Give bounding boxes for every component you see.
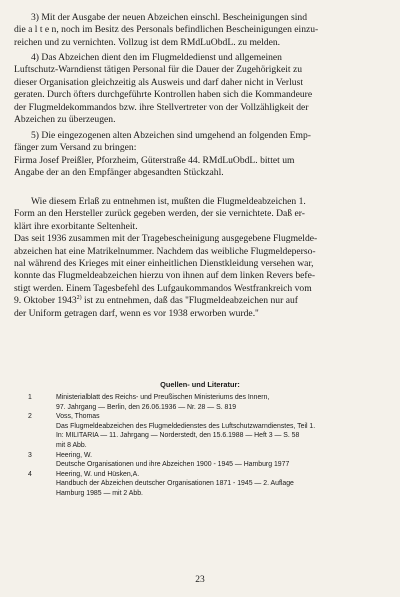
text-line: fänger zum Versand zu bringen: [14,142,137,154]
reference-line: Ministerialblatt des Reichs- und Preußischen Ministeriums des Innern, [56,394,270,401]
text-line: Form an den Hersteller zurück gegeben werden, der sie vernichtete. Daß er- [14,208,305,220]
reference-item [28,393,388,412]
sources-heading: Quellen- und Literatur: [160,380,240,389]
text-line: Abzeichen zu überzeugen. [14,114,116,126]
text-line: 4) Das Abzeichen dient den im Flugmeldedienst und allgemeinen [31,52,282,63]
text-line: Firma Josef Preißler, Pforzheim, Güterstraße 44. RMdLuObdL. bittet um [14,154,295,166]
text-line: 5) Die eingezogenen alten Abzeichen sind umgehend an folgenden Emp- [31,130,311,141]
text-line: Angabe der an den Empfänger abgesandten Stückzahl. [14,167,224,179]
reference-line: Hamburg 1985 — mit 2 Abb. [56,489,143,497]
text-line: klärt ihre exorbitante Seltenheit. [14,220,138,232]
text-line: Wie diesem Erlaß zu entnehmen ist, mußten die Flugmeldeabzeichen 1. [31,196,306,207]
reference-line: Handbuch der Abzeichen deutscher Organisationen 1871 - 1945 — 2. Auflage [56,480,294,488]
paragraph-3 [14,12,386,49]
paragraph-5 [14,130,386,180]
text-line: die a l t e n, noch im Besitz des Personals befindlichen Bescheinigungen einzu- [14,24,319,36]
reference-line: Das Flugmeldeabzeichen des Flugmeldedienstes des Luftschutzwarndienstes, Teil 1. [56,422,316,430]
reference-line: Voss, Thomas [56,413,100,421]
reference-item [28,470,388,499]
reference-number: 3 [28,451,32,459]
reference-line: In: MILITARIA — 11. Jahrgang — Norderstedt, den 15.6.1988 — Heft 3 — S. 58 [56,432,300,440]
paragraph-4 [14,52,386,126]
reference-line: mit 8 Abb. [56,441,87,449]
reference-line: Deutsche Organisationen und ihre Abzeichen 1900 - 1945 — Hamburg 1977 [56,461,290,469]
text-line: konnte das Flugmeldeabzeichen hierzu von ihnen auf dem linken Revers befe- [14,270,316,282]
text-line [14,295,386,307]
text-line: stigt werden. Einem Tagesbefehl des Lufgaukommandos Westfrankreich vom [14,282,312,294]
reference-number: 2 [28,413,32,421]
text-line: 3) Mit der Ausgabe der neuen Abzeichen einschl. Bescheinigungen sind [31,12,308,23]
text-line: nal während des Krieges mit einer einheitlichen Dienstkleidung versehen war, [14,258,314,270]
text-line: reichen und zu vernichten. Vollzug ist dem RMdLuObdL. zu melden. [14,36,281,48]
text-line: der Flugmeldekommandos bzw. ihre Stellvertreter von der Vollzähligkeit der [14,101,309,113]
footnote-marker: 2) [76,295,82,302]
text-line: abzeichen hat eine Matrikelnummer. Nachdem das weibliche Flugmeldeperso- [14,245,316,257]
text-line: Das seit 1936 zusammen mit der Tragebescheinigung ausgegebene Flugmelde- [14,233,318,245]
reference-number: 4 [28,470,32,478]
commentary-paragraph [14,196,386,320]
text-line: der Uniform getragen darf, wenn es vor 1938 erworben wurde.'' [14,307,259,319]
reference-number: 1 [28,394,32,401]
quote-text: ist zu entnehmen, daß das ''Flugmeldeabzeichen nur auf [81,295,298,307]
reference-list [28,393,388,499]
reference-line: Heering, W. und Hüsken,A. [56,470,140,478]
date-text: 9. Oktober 1943 [14,295,77,307]
text-line: Luftschutz-Warndienst tätigen Personal für die Dauer der Zugehörigkeit zu [14,64,303,76]
reference-item [28,412,388,450]
text-line: dieser Organisation gleichzeitig als Ausweis und darf daher nicht in Verlust [14,76,303,88]
text-line: geraten. Durch öfters durchgeführte Kontrollen haben sich die Kommandeure [14,89,313,101]
reference-item [28,451,388,470]
reference-line: Heering, W. [56,451,92,459]
page-number: 23 [195,575,205,585]
reference-line: 97. Jahrgang — Berlin, den 26.06.1936 — Nr. 28 — S. 819 [56,403,237,411]
